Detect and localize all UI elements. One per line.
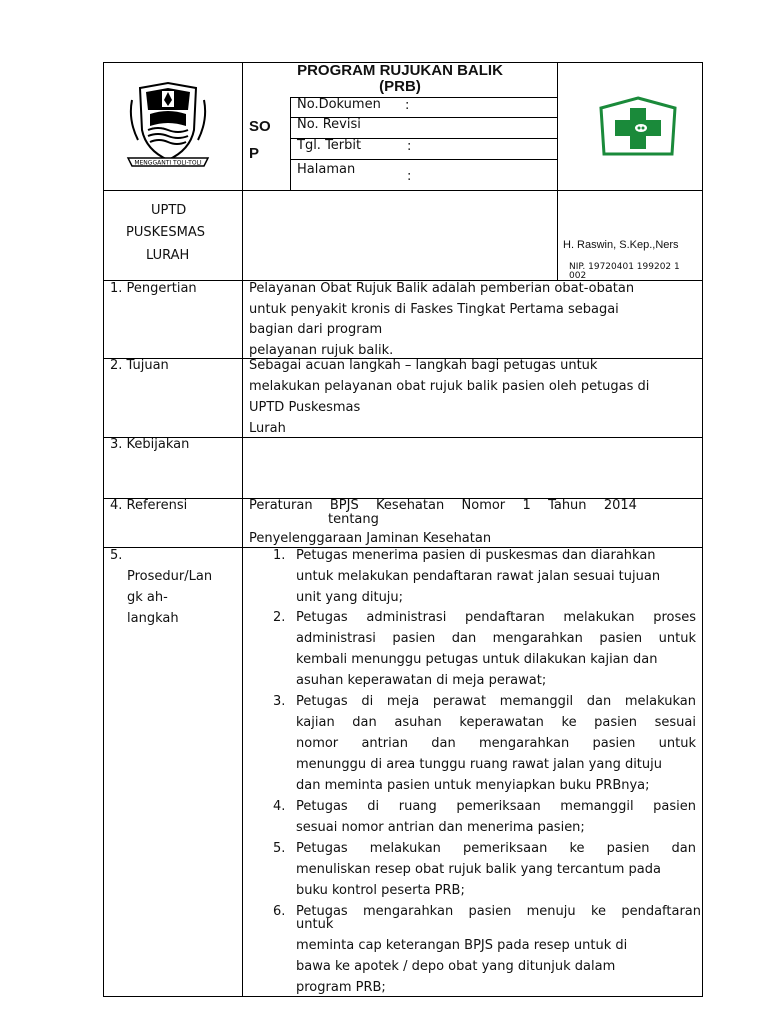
referensi-line-2: Penyelenggaraan Jaminan Kesehatan — [249, 531, 492, 546]
step-number: 2. — [273, 610, 286, 625]
section-label-pengertian: 1. Pengertian — [110, 281, 197, 296]
pengertian-line-1: Pelayanan Obat Rujuk Balik adalah pemberian obat-obatan — [249, 281, 635, 296]
referensi-word: Peraturan — [249, 498, 313, 513]
step-3-line-5: dan meminta pasien untuk menyiapkan buku PRBnya; — [296, 778, 650, 793]
pengertian-line-2: untuk penyakit kronis di Faskes Tingkat Pertama sebagai — [249, 302, 619, 317]
step-number: 4. — [273, 799, 286, 814]
referensi-tentang: tentang — [328, 512, 379, 527]
referensi-line-1 — [249, 498, 637, 514]
step-3-line-2: kajian dan asuhan keperawatan ke pasien sesuai — [296, 715, 696, 730]
step-2-line-2: administrasi pasien dan mengarahkan pasien untuk — [296, 631, 696, 646]
step-number: 6. — [273, 904, 286, 919]
step-2-line-4: asuhan keperawatan di meja perawat; — [296, 673, 547, 688]
step-number: 5. — [273, 841, 286, 856]
prosedur-label-line-2: gk ah- — [127, 590, 168, 605]
step-6-line-1: Petugas mengarahkan pasien menuju ke pendaftaran — [296, 904, 701, 919]
referensi-word: Kesehatan — [376, 498, 445, 513]
step-3-line-1: Petugas di meja perawat memanggil dan melakukan — [296, 694, 696, 709]
field-no-dokumen: No.Dokumen — [297, 97, 381, 112]
step-6-line-3: bawa ke apotek / depo obat yang ditunjuk dalam — [296, 959, 616, 974]
step-4-line-1: Petugas di ruang pemeriksaan memanggil pasien — [296, 799, 696, 814]
regional-emblem-logo — [126, 80, 210, 172]
step-number: 1. — [273, 548, 286, 563]
step-3-line-4: menunggu di area tunggu ruang rawat jalan yang dituju — [296, 757, 662, 772]
unit-line-3: LURAH — [146, 248, 190, 263]
field-no-revisi: No. Revisi — [297, 117, 361, 132]
signer-nip-2: 002 — [569, 271, 587, 281]
sop-label-2: P — [249, 145, 260, 162]
tujuan-line-4: Lurah — [249, 421, 286, 436]
step-5-line-1: Petugas melakukan pemeriksaan ke pasien dan — [296, 841, 696, 856]
referensi-word: 2014 — [603, 498, 637, 513]
step-5-line-3: buku kontrol peserta PRB; — [296, 883, 465, 898]
step-3-line-3: nomor antrian dan mengarahkan pasien untuk — [296, 736, 696, 751]
step-6-line-4: program PRB; — [296, 980, 386, 995]
step-2-line-1: Petugas administrasi pendaftaran melakukan proses — [296, 610, 696, 625]
pengertian-line-4: pelayanan rujuk balik. — [249, 343, 394, 358]
step-4-line-2: sesuai nomor antrian dan menerima pasien; — [296, 820, 585, 835]
tujuan-line-2: melakukan pelayanan obat rujuk balik pasien oleh petugas di — [249, 379, 650, 394]
unit-line-2: PUSKESMAS — [126, 225, 205, 240]
field-halaman: Halaman — [297, 162, 356, 177]
tujuan-line-1: Sebagai acuan langkah – langkah bagi petugas untuk — [249, 358, 598, 373]
field-no-dokumen-colon: : — [405, 98, 410, 113]
step-number: 3. — [273, 694, 286, 709]
tujuan-line-3: UPTD Puskesmas — [249, 400, 361, 415]
step-5-line-2: menuliskan resep obat rujuk balik yang tercantum pada — [296, 862, 661, 877]
unit-line-1: UPTD — [151, 203, 187, 218]
step-1-line-1: Petugas menerima pasien di puskesmas dan diarahkan — [296, 548, 656, 563]
field-tgl-terbit: Tgl. Terbit — [297, 138, 362, 153]
step-6-line-1b: untuk — [296, 917, 334, 932]
step-1-line-3: unit yang dituju; — [296, 590, 404, 605]
referensi-word: BPJS — [329, 498, 359, 513]
svg-text:MENGGANTI TOLI-TOLI: MENGGANTI TOLI-TOLI — [134, 159, 202, 167]
signer-nip-1: NIP. 19720401 199202 1 — [569, 262, 680, 272]
step-6-line-2: meminta cap keterangan BPJS pada resep untuk di — [296, 938, 628, 953]
referensi-word: Nomor — [461, 498, 506, 513]
section-label-referensi: 4. Referensi — [110, 498, 188, 513]
prosedur-label-line-3: langkah — [127, 611, 179, 626]
step-2-line-3: kembali menunggu petugas untuk dilakukan kajian dan — [296, 652, 658, 667]
referensi-word: Tahun — [548, 498, 587, 513]
prosedur-label-line-1: Prosedur/Lan — [127, 569, 213, 584]
sop-label-1: SO — [249, 118, 271, 135]
section-label-tujuan: 2. Tujuan — [110, 358, 169, 373]
field-tgl-terbit-colon: : — [407, 139, 412, 154]
signer-name: H. Raswin, S.Kep.,Ners — [563, 239, 679, 251]
pengertian-line-3: bagian dari program — [249, 322, 383, 337]
document-title: PROGRAM RUJUKAN BALIK — [297, 62, 503, 79]
section-label-kebijakan: 3. Kebijakan — [110, 437, 190, 452]
field-halaman-colon: : — [407, 169, 412, 184]
referensi-word: 1 — [522, 498, 531, 513]
document-title-sub: (PRB) — [379, 78, 421, 95]
puskesmas-logo — [599, 96, 677, 158]
step-1-line-2: untuk melakukan pendaftaran rawat jalan sesuai tujuan — [296, 569, 661, 584]
section-label-prosedur-num: 5. — [110, 548, 123, 563]
